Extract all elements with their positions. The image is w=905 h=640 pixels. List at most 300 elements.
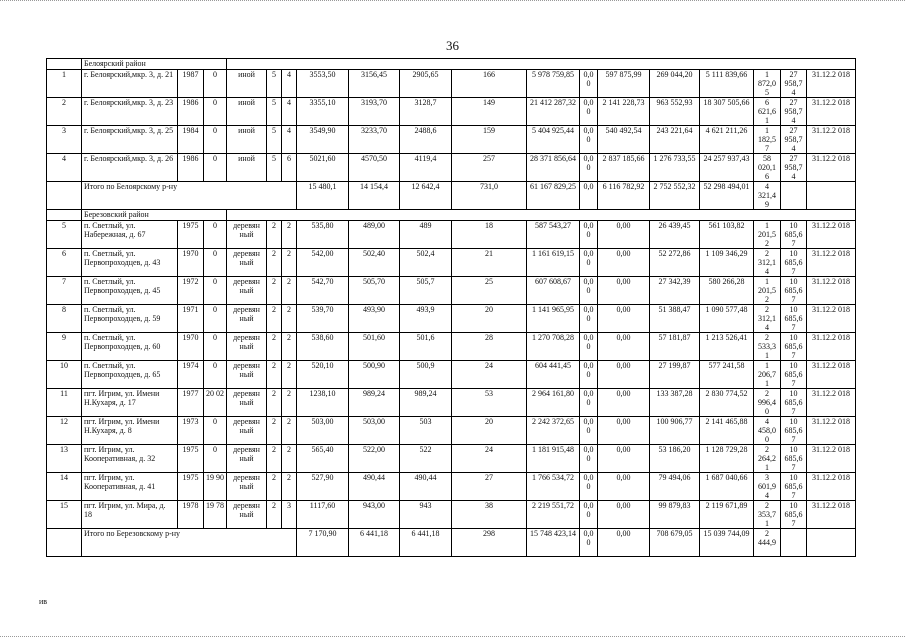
floors-cell: 2 bbox=[267, 221, 282, 249]
empty-cell bbox=[47, 529, 82, 557]
total-cost-cell: 607 608,67 bbox=[527, 277, 580, 305]
renovation-year-cell: 0 bbox=[204, 70, 227, 98]
max-unit-cost-cell: 27 958,7 4 bbox=[781, 126, 807, 154]
built-year-cell: 1972 bbox=[178, 277, 204, 305]
entrances-cell: 2 bbox=[282, 333, 297, 361]
table-row bbox=[47, 305, 856, 333]
deadline-cell: 31.12.2 018 bbox=[807, 249, 856, 277]
living-area-cell: 502,40 bbox=[349, 249, 400, 277]
total-area-cell: 542,70 bbox=[297, 277, 349, 305]
address-cell: г. Белоярский,мкр. 3, д. 25 bbox=[82, 126, 178, 154]
residents-cell: 28 bbox=[452, 333, 527, 361]
residents-cell: 20 bbox=[452, 305, 527, 333]
municipal-share-cell: 79 494,06 bbox=[650, 473, 700, 501]
fund-share-cell: 0,0 0 bbox=[580, 473, 598, 501]
wall-material-cell: деревян ный bbox=[227, 501, 267, 529]
municipal-share-cell: 133 387,28 bbox=[650, 389, 700, 417]
total-area-cell: 3553,50 bbox=[297, 70, 349, 98]
living-area-cell: 493,90 bbox=[349, 305, 400, 333]
total-area-cell: 538,60 bbox=[297, 333, 349, 361]
residential-area-cell: 2905,65 bbox=[400, 70, 452, 98]
total-people-cell: 298 bbox=[452, 529, 527, 557]
address-cell: п. Светлый, ул. Первопроходцев, д. 45 bbox=[82, 277, 178, 305]
entrances-cell: 2 bbox=[282, 277, 297, 305]
scan-bottom-edge bbox=[0, 632, 905, 637]
regional-share-cell: 0,00 bbox=[598, 389, 650, 417]
address-cell: г. Белоярский,мкр. 3, д. 26 bbox=[82, 154, 178, 182]
row-number-cell: 7 bbox=[47, 277, 82, 305]
row-number-cell: 6 bbox=[47, 249, 82, 277]
total-area-cell: 542,00 bbox=[297, 249, 349, 277]
residents-cell: 20 bbox=[452, 417, 527, 445]
wall-material-cell: деревян ный bbox=[227, 389, 267, 417]
living-area-cell: 3156,45 bbox=[349, 70, 400, 98]
total-v6-cell: 4 321,4 9 bbox=[754, 182, 781, 210]
residential-area-cell: 505,7 bbox=[400, 277, 452, 305]
living-area-cell: 3193,70 bbox=[349, 98, 400, 126]
regional-share-cell: 0,00 bbox=[598, 445, 650, 473]
entrances-cell: 2 bbox=[282, 445, 297, 473]
renovation-year-cell: 19 90 bbox=[204, 473, 227, 501]
renovation-year-cell: 0 bbox=[204, 445, 227, 473]
regional-share-cell: 0,00 bbox=[598, 501, 650, 529]
max-unit-cost-cell: 10 685,6 7 bbox=[781, 249, 807, 277]
table-row bbox=[47, 249, 856, 277]
table-row bbox=[47, 333, 856, 361]
address-cell: пгт. Игрим, ул. Имени Н.Кухаря, д. 8 bbox=[82, 417, 178, 445]
residents-cell: 24 bbox=[452, 361, 527, 389]
total-v5-cell: 52 298 494,01 bbox=[700, 182, 754, 210]
total-cost-cell: 2 964 161,80 bbox=[527, 389, 580, 417]
floors-cell: 5 bbox=[267, 98, 282, 126]
wall-material-cell: деревян ный bbox=[227, 473, 267, 501]
built-year-cell: 1974 bbox=[178, 361, 204, 389]
fund-share-cell: 0,0 0 bbox=[580, 361, 598, 389]
owners-share-cell: 24 257 937,43 bbox=[700, 154, 754, 182]
total-v1-cell: 15 748 423,14 bbox=[527, 529, 580, 557]
total-area-cell: 1238,10 bbox=[297, 389, 349, 417]
regional-share-cell: 597 875,99 bbox=[598, 70, 650, 98]
max-unit-cost-cell: 27 958,7 4 bbox=[781, 154, 807, 182]
fund-share-cell: 0,0 0 bbox=[580, 417, 598, 445]
wall-material-cell: иной bbox=[227, 126, 267, 154]
unit-cost-cell: 3 601,9 4 bbox=[754, 473, 781, 501]
max-unit-cost-cell: 10 685,6 7 bbox=[781, 305, 807, 333]
row-number-cell: 5 bbox=[47, 221, 82, 249]
table-row bbox=[47, 361, 856, 389]
entrances-cell: 2 bbox=[282, 305, 297, 333]
total-cost-cell: 5 404 925,44 bbox=[527, 126, 580, 154]
floors-cell: 2 bbox=[267, 389, 282, 417]
fund-share-cell: 0,0 0 bbox=[580, 501, 598, 529]
entrances-cell: 4 bbox=[282, 70, 297, 98]
total-cost-cell: 604 441,45 bbox=[527, 361, 580, 389]
residents-cell: 25 bbox=[452, 277, 527, 305]
address-cell: п. Светлый, ул. Первопроходцев, д. 65 bbox=[82, 361, 178, 389]
total-v6-cell: 2 444,9 bbox=[754, 529, 781, 557]
max-unit-cost-cell: 10 685,6 7 bbox=[781, 389, 807, 417]
entrances-cell: 2 bbox=[282, 473, 297, 501]
built-year-cell: 1984 bbox=[178, 126, 204, 154]
deadline-cell: 31.12.2 018 bbox=[807, 154, 856, 182]
total-a3-cell: 12 642,4 bbox=[400, 182, 452, 210]
address-cell: пгт. Игрим, ул. Мира, д. 18 bbox=[82, 501, 178, 529]
deadline-cell: 31.12.2 018 bbox=[807, 277, 856, 305]
built-year-cell: 1986 bbox=[178, 98, 204, 126]
renovation-year-cell: 0 bbox=[204, 417, 227, 445]
living-area-cell: 989,24 bbox=[349, 389, 400, 417]
residential-area-cell: 522 bbox=[400, 445, 452, 473]
row-number-cell: 9 bbox=[47, 333, 82, 361]
empty-cell bbox=[227, 59, 856, 70]
deadline-cell: 31.12.2 018 bbox=[807, 389, 856, 417]
total-cost-cell: 587 543,27 bbox=[527, 221, 580, 249]
renovation-year-cell: 19 78 bbox=[204, 501, 227, 529]
max-unit-cost-cell: 10 685,6 7 bbox=[781, 277, 807, 305]
living-area-cell: 490,44 bbox=[349, 473, 400, 501]
total-v1-cell: 61 167 829,25 bbox=[527, 182, 580, 210]
floors-cell: 2 bbox=[267, 473, 282, 501]
built-year-cell: 1975 bbox=[178, 473, 204, 501]
wall-material-cell: деревян ный bbox=[227, 361, 267, 389]
empty-cell bbox=[47, 210, 82, 221]
renovation-year-cell: 0 bbox=[204, 361, 227, 389]
section-header-row bbox=[47, 210, 856, 221]
row-number-cell: 14 bbox=[47, 473, 82, 501]
fund-share-cell: 0,0 0 bbox=[580, 305, 598, 333]
wall-material-cell: деревян ный bbox=[227, 249, 267, 277]
table-row bbox=[47, 473, 856, 501]
table-row bbox=[47, 126, 856, 154]
total-a1-cell: 15 480,1 bbox=[297, 182, 349, 210]
total-cost-cell: 1 766 534,72 bbox=[527, 473, 580, 501]
fund-share-cell: 0,0 0 bbox=[580, 277, 598, 305]
regional-share-cell: 0,00 bbox=[598, 473, 650, 501]
unit-cost-cell: 2 312,1 4 bbox=[754, 305, 781, 333]
owners-share-cell: 18 307 505,66 bbox=[700, 98, 754, 126]
max-unit-cost-cell: 10 685,6 7 bbox=[781, 445, 807, 473]
floors-cell: 5 bbox=[267, 154, 282, 182]
deadline-cell: 31.12.2 018 bbox=[807, 333, 856, 361]
address-cell: г. Белоярский,мкр. 3, д. 23 bbox=[82, 98, 178, 126]
municipal-share-cell: 1 276 733,55 bbox=[650, 154, 700, 182]
built-year-cell: 1970 bbox=[178, 249, 204, 277]
regional-share-cell: 0,00 bbox=[598, 305, 650, 333]
deadline-cell: 31.12.2 018 bbox=[807, 501, 856, 529]
renovation-year-cell: 0 bbox=[204, 221, 227, 249]
renovation-year-cell: 0 bbox=[204, 333, 227, 361]
total-area-cell: 5021,60 bbox=[297, 154, 349, 182]
built-year-cell: 1975 bbox=[178, 445, 204, 473]
table-row bbox=[47, 221, 856, 249]
municipal-share-cell: 27 199,87 bbox=[650, 361, 700, 389]
max-unit-cost-cell: 10 685,6 7 bbox=[781, 417, 807, 445]
renovation-year-cell: 0 bbox=[204, 126, 227, 154]
regional-share-cell: 2 141 228,73 bbox=[598, 98, 650, 126]
wall-material-cell: иной bbox=[227, 154, 267, 182]
municipal-share-cell: 52 272,86 bbox=[650, 249, 700, 277]
row-number-cell: 4 bbox=[47, 154, 82, 182]
renovation-year-cell: 0 bbox=[204, 98, 227, 126]
max-unit-cost-cell: 10 685,6 7 bbox=[781, 501, 807, 529]
regional-share-cell: 0,00 bbox=[598, 221, 650, 249]
row-number-cell: 1 bbox=[47, 70, 82, 98]
total-label: Итого по Белоярскому р-ну bbox=[82, 182, 297, 210]
total-v2-cell: 0,0 0 bbox=[580, 529, 598, 557]
residents-cell: 53 bbox=[452, 389, 527, 417]
unit-cost-cell: 2 264,2 1 bbox=[754, 445, 781, 473]
wall-material-cell: иной bbox=[227, 98, 267, 126]
deadline-cell: 31.12.2 018 bbox=[807, 445, 856, 473]
floors-cell: 2 bbox=[267, 333, 282, 361]
entrances-cell: 3 bbox=[282, 501, 297, 529]
fund-share-cell: 0,0 0 bbox=[580, 333, 598, 361]
fund-share-cell: 0,0 0 bbox=[580, 126, 598, 154]
unit-cost-cell: 1 201,5 2 bbox=[754, 277, 781, 305]
fund-share-cell: 0,0 0 bbox=[580, 445, 598, 473]
total-cost-cell: 1 181 915,48 bbox=[527, 445, 580, 473]
floors-cell: 5 bbox=[267, 126, 282, 154]
deadline-cell: 31.12.2 018 bbox=[807, 473, 856, 501]
max-unit-cost-cell: 10 685,6 7 bbox=[781, 473, 807, 501]
built-year-cell: 1973 bbox=[178, 417, 204, 445]
built-year-cell: 1975 bbox=[178, 221, 204, 249]
built-year-cell: 1978 bbox=[178, 501, 204, 529]
section-total-row bbox=[47, 182, 856, 210]
entrances-cell: 2 bbox=[282, 389, 297, 417]
living-area-cell: 503,00 bbox=[349, 417, 400, 445]
total-cost-cell: 21 412 287,32 bbox=[527, 98, 580, 126]
address-cell: г. Белоярский,мкр. 3, д. 21 bbox=[82, 70, 178, 98]
empty-cell bbox=[807, 529, 856, 557]
deadline-cell: 31.12.2 018 bbox=[807, 305, 856, 333]
address-cell: п. Светлый, ул. Набережная, д. 67 bbox=[82, 221, 178, 249]
residential-area-cell: 489 bbox=[400, 221, 452, 249]
municipal-share-cell: 269 044,20 bbox=[650, 70, 700, 98]
empty-cell bbox=[227, 210, 856, 221]
owners-share-cell: 1 687 040,66 bbox=[700, 473, 754, 501]
renovation-year-cell: 0 bbox=[204, 249, 227, 277]
wall-material-cell: иной bbox=[227, 70, 267, 98]
total-v4-cell: 2 752 552,32 bbox=[650, 182, 700, 210]
residential-area-cell: 3128,7 bbox=[400, 98, 452, 126]
section-header-row bbox=[47, 59, 856, 70]
residential-area-cell: 493,9 bbox=[400, 305, 452, 333]
floors-cell: 5 bbox=[267, 70, 282, 98]
regional-share-cell: 0,00 bbox=[598, 249, 650, 277]
max-unit-cost-cell: 10 685,6 7 bbox=[781, 361, 807, 389]
table-body bbox=[47, 59, 856, 557]
row-number-cell: 2 bbox=[47, 98, 82, 126]
residents-cell: 38 bbox=[452, 501, 527, 529]
total-area-cell: 539,70 bbox=[297, 305, 349, 333]
wall-material-cell: деревян ный bbox=[227, 221, 267, 249]
page-number: 36 bbox=[446, 38, 459, 53]
floors-cell: 2 bbox=[267, 277, 282, 305]
residential-area-cell: 943 bbox=[400, 501, 452, 529]
section-title: Березовский район bbox=[82, 210, 227, 221]
wall-material-cell: деревян ный bbox=[227, 333, 267, 361]
fund-share-cell: 0,0 0 bbox=[580, 154, 598, 182]
residents-cell: 257 bbox=[452, 154, 527, 182]
section-total-row bbox=[47, 529, 856, 557]
total-cost-cell: 28 371 856,64 bbox=[527, 154, 580, 182]
address-cell: пгт. Игрим, ул. Кооперативная, д. 32 bbox=[82, 445, 178, 473]
floors-cell: 2 bbox=[267, 249, 282, 277]
total-v3-cell: 6 116 782,92 bbox=[598, 182, 650, 210]
residents-cell: 149 bbox=[452, 98, 527, 126]
fund-share-cell: 0,0 0 bbox=[580, 221, 598, 249]
wall-material-cell: деревян ный bbox=[227, 305, 267, 333]
table-row bbox=[47, 389, 856, 417]
entrances-cell: 2 bbox=[282, 361, 297, 389]
table-row bbox=[47, 70, 856, 98]
scan-top-edge bbox=[0, 0, 905, 5]
fund-share-cell: 0,0 0 bbox=[580, 98, 598, 126]
living-area-cell: 522,00 bbox=[349, 445, 400, 473]
residential-area-cell: 490,44 bbox=[400, 473, 452, 501]
total-a2-cell: 14 154,4 bbox=[349, 182, 400, 210]
address-cell: п. Светлый, ул. Первопроходцев, д. 59 bbox=[82, 305, 178, 333]
floors-cell: 2 bbox=[267, 305, 282, 333]
residential-area-cell: 502,4 bbox=[400, 249, 452, 277]
built-year-cell: 1987 bbox=[178, 70, 204, 98]
total-cost-cell: 2 242 372,65 bbox=[527, 417, 580, 445]
row-number-cell: 12 bbox=[47, 417, 82, 445]
row-number-cell: 13 bbox=[47, 445, 82, 473]
total-v2-cell: 0,0 bbox=[580, 182, 598, 210]
owners-share-cell: 577 241,58 bbox=[700, 361, 754, 389]
total-area-cell: 1117,60 bbox=[297, 501, 349, 529]
address-cell: пгт. Игрим, ул. Кооперативная, д. 41 bbox=[82, 473, 178, 501]
total-area-cell: 3355,10 bbox=[297, 98, 349, 126]
residents-cell: 21 bbox=[452, 249, 527, 277]
deadline-cell: 31.12.2 018 bbox=[807, 98, 856, 126]
total-a3-cell: 6 441,18 bbox=[400, 529, 452, 557]
residential-area-cell: 989,24 bbox=[400, 389, 452, 417]
entrances-cell: 2 bbox=[282, 221, 297, 249]
regional-share-cell: 0,00 bbox=[598, 361, 650, 389]
table-row bbox=[47, 277, 856, 305]
unit-cost-cell: 2 533,3 1 bbox=[754, 333, 781, 361]
municipal-share-cell: 57 181,87 bbox=[650, 333, 700, 361]
row-number-cell: 3 bbox=[47, 126, 82, 154]
table-row bbox=[47, 445, 856, 473]
renovation-year-cell: 0 bbox=[204, 154, 227, 182]
municipal-share-cell: 26 439,45 bbox=[650, 221, 700, 249]
owners-share-cell: 580 266,28 bbox=[700, 277, 754, 305]
residential-area-cell: 503 bbox=[400, 417, 452, 445]
total-a2-cell: 6 441,18 bbox=[349, 529, 400, 557]
empty-cell bbox=[807, 182, 856, 210]
owners-share-cell: 561 103,82 bbox=[700, 221, 754, 249]
table-row bbox=[47, 417, 856, 445]
built-year-cell: 1971 bbox=[178, 305, 204, 333]
residential-area-cell: 500,9 bbox=[400, 361, 452, 389]
municipal-share-cell: 51 388,47 bbox=[650, 305, 700, 333]
total-area-cell: 565,40 bbox=[297, 445, 349, 473]
max-unit-cost-cell: 10 685,6 7 bbox=[781, 221, 807, 249]
regional-share-cell: 0,00 bbox=[598, 277, 650, 305]
table-row bbox=[47, 501, 856, 529]
regional-share-cell: 540 492,54 bbox=[598, 126, 650, 154]
owners-share-cell: 2 141 465,88 bbox=[700, 417, 754, 445]
deadline-cell: 31.12.2 018 bbox=[807, 70, 856, 98]
max-unit-cost-cell: 10 685,6 7 bbox=[781, 333, 807, 361]
municipal-share-cell: 27 342,39 bbox=[650, 277, 700, 305]
total-people-cell: 731,0 bbox=[452, 182, 527, 210]
municipal-share-cell: 99 879,83 bbox=[650, 501, 700, 529]
regional-share-cell: 0,00 bbox=[598, 417, 650, 445]
empty-cell bbox=[47, 59, 82, 70]
owners-share-cell: 2 830 774,52 bbox=[700, 389, 754, 417]
municipal-share-cell: 963 552,93 bbox=[650, 98, 700, 126]
fund-share-cell: 0,0 0 bbox=[580, 70, 598, 98]
renovation-year-cell: 0 bbox=[204, 305, 227, 333]
residents-cell: 166 bbox=[452, 70, 527, 98]
wall-material-cell: деревян ный bbox=[227, 445, 267, 473]
total-area-cell: 527,90 bbox=[297, 473, 349, 501]
owners-share-cell: 1 109 346,29 bbox=[700, 249, 754, 277]
deadline-cell: 31.12.2 018 bbox=[807, 417, 856, 445]
regional-share-cell: 0,00 bbox=[598, 333, 650, 361]
total-area-cell: 535,80 bbox=[297, 221, 349, 249]
living-area-cell: 3233,70 bbox=[349, 126, 400, 154]
floors-cell: 2 bbox=[267, 417, 282, 445]
unit-cost-cell: 58 020,1 6 bbox=[754, 154, 781, 182]
residential-area-cell: 4119,4 bbox=[400, 154, 452, 182]
deadline-cell: 31.12.2 018 bbox=[807, 361, 856, 389]
municipal-share-cell: 243 221,64 bbox=[650, 126, 700, 154]
address-cell: п. Светлый, ул. Первопроходцев, д. 43 bbox=[82, 249, 178, 277]
owners-share-cell: 1 090 577,48 bbox=[700, 305, 754, 333]
regional-share-cell: 2 837 185,66 bbox=[598, 154, 650, 182]
entrances-cell: 6 bbox=[282, 154, 297, 182]
living-area-cell: 489,00 bbox=[349, 221, 400, 249]
living-area-cell: 500,90 bbox=[349, 361, 400, 389]
table-row bbox=[47, 98, 856, 126]
unit-cost-cell: 4 458,0 0 bbox=[754, 417, 781, 445]
housing-register-table bbox=[46, 58, 856, 557]
table-row bbox=[47, 154, 856, 182]
total-cost-cell: 2 219 551,72 bbox=[527, 501, 580, 529]
entrances-cell: 4 bbox=[282, 126, 297, 154]
residents-cell: 24 bbox=[452, 445, 527, 473]
unit-cost-cell: 1 206,7 1 bbox=[754, 361, 781, 389]
address-cell: пгт. Игрим, ул. Имени Н.Кухаря, д. 17 bbox=[82, 389, 178, 417]
address-cell: п. Светлый, ул. Первопроходцев, д. 60 bbox=[82, 333, 178, 361]
built-year-cell: 1986 bbox=[178, 154, 204, 182]
living-area-cell: 4570,50 bbox=[349, 154, 400, 182]
entrances-cell: 2 bbox=[282, 249, 297, 277]
built-year-cell: 1977 bbox=[178, 389, 204, 417]
built-year-cell: 1970 bbox=[178, 333, 204, 361]
owners-share-cell: 1 213 526,41 bbox=[700, 333, 754, 361]
residents-cell: 18 bbox=[452, 221, 527, 249]
empty-cell bbox=[781, 529, 807, 557]
footer-mark: ив bbox=[39, 597, 48, 606]
row-number-cell: 11 bbox=[47, 389, 82, 417]
municipal-share-cell: 100 906,77 bbox=[650, 417, 700, 445]
total-cost-cell: 5 978 759,85 bbox=[527, 70, 580, 98]
deadline-cell: 31.12.2 018 bbox=[807, 221, 856, 249]
row-number-cell: 15 bbox=[47, 501, 82, 529]
residents-cell: 159 bbox=[452, 126, 527, 154]
max-unit-cost-cell: 27 958,7 4 bbox=[781, 98, 807, 126]
fund-share-cell: 0,0 0 bbox=[580, 249, 598, 277]
unit-cost-cell: 2 312,1 4 bbox=[754, 249, 781, 277]
section-title: Белоярский район bbox=[82, 59, 227, 70]
